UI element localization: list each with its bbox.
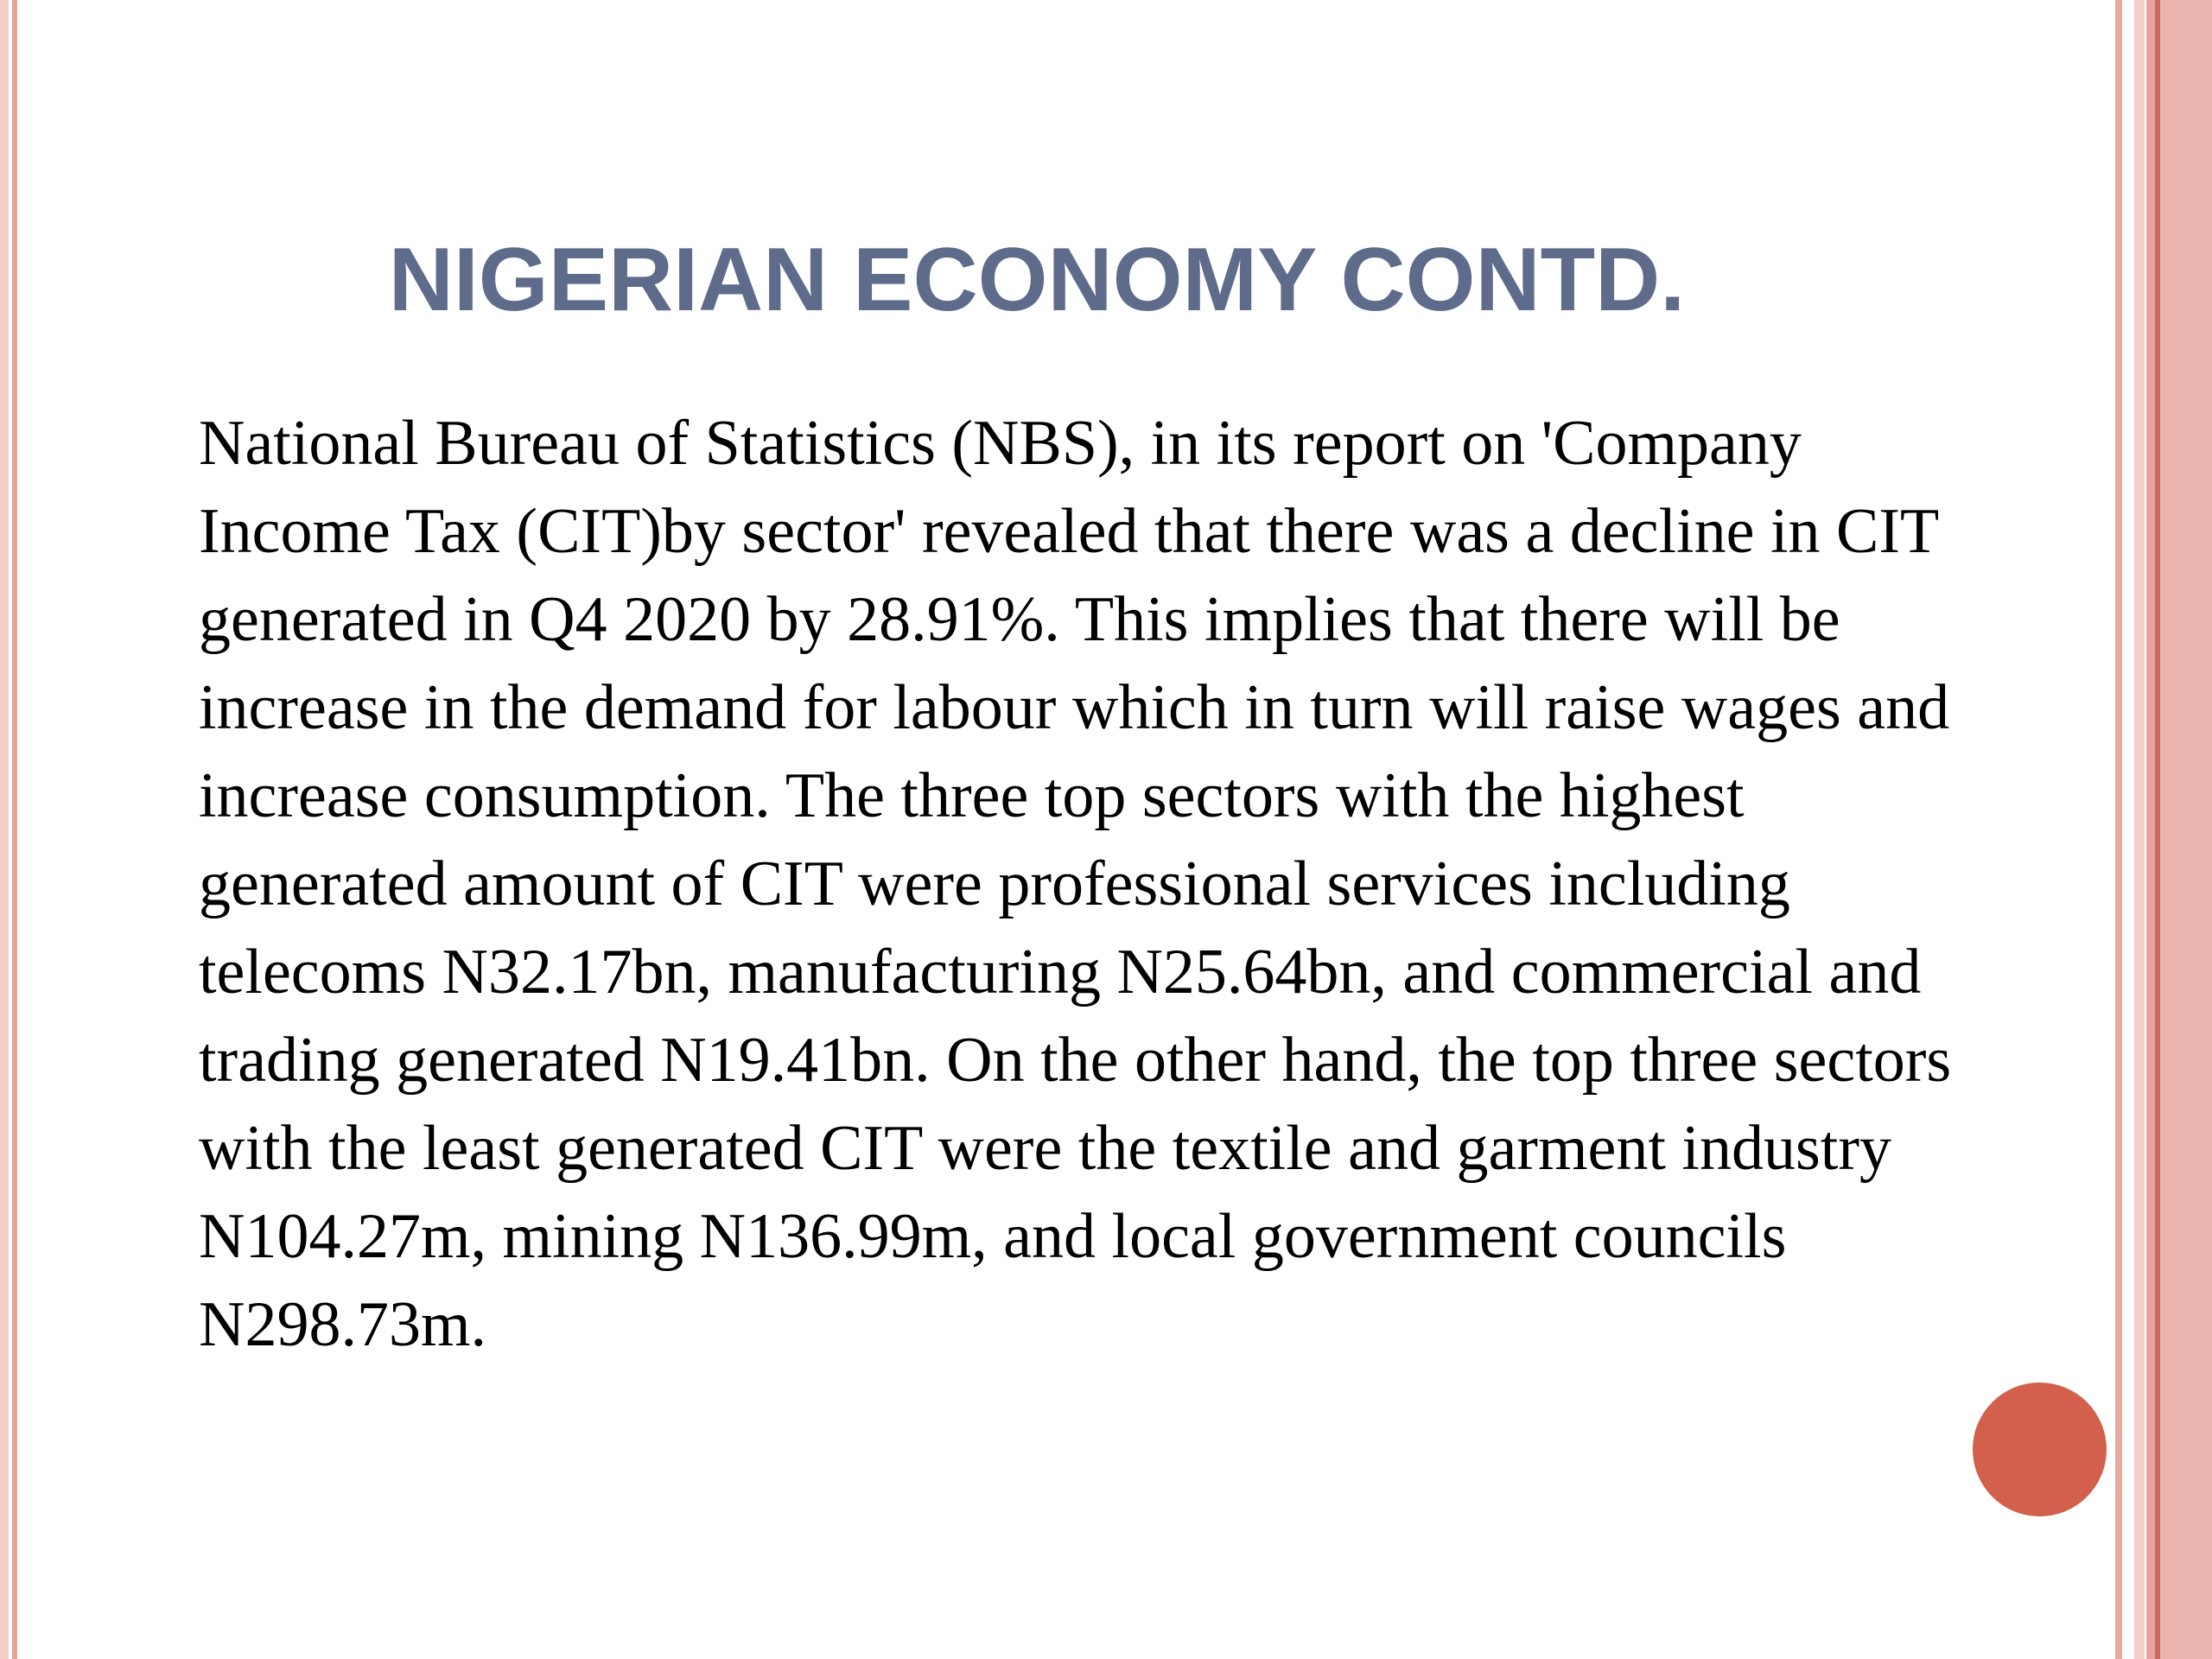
right-border-line — [2134, 0, 2145, 1659]
left-border-line — [0, 0, 9, 1659]
left-border-line-inner — [12, 0, 17, 1659]
accent-circle — [1973, 1382, 2107, 1516]
right-border-line — [2146, 0, 2155, 1659]
slide-title: NIGERIAN ECONOMY CONTD. — [388, 230, 1686, 330]
right-border-line — [2115, 0, 2122, 1659]
slide-body-text: National Bureau of Statistics (NBS), in its report on 'Company Income Tax (CIT)by sector' revealed that there was a decline in CIT generated in Q4 2020 by 28.91%. This implies that there will be increase in the demand for labour which in turn will raise wages and increase consumption. The three top sectors with the highest generated amount of CIT were professional services including telecoms N32.17bn, manufacturing N25.64bn, and commercial and trading generated N19.41bn. On the other hand, the top three sectors with the least generated CIT were the textile and garment industry N104.27m, mining N136.99m, and local government councils N298.73m. — [199, 408, 1952, 1360]
right-border-line — [2160, 0, 2212, 1659]
